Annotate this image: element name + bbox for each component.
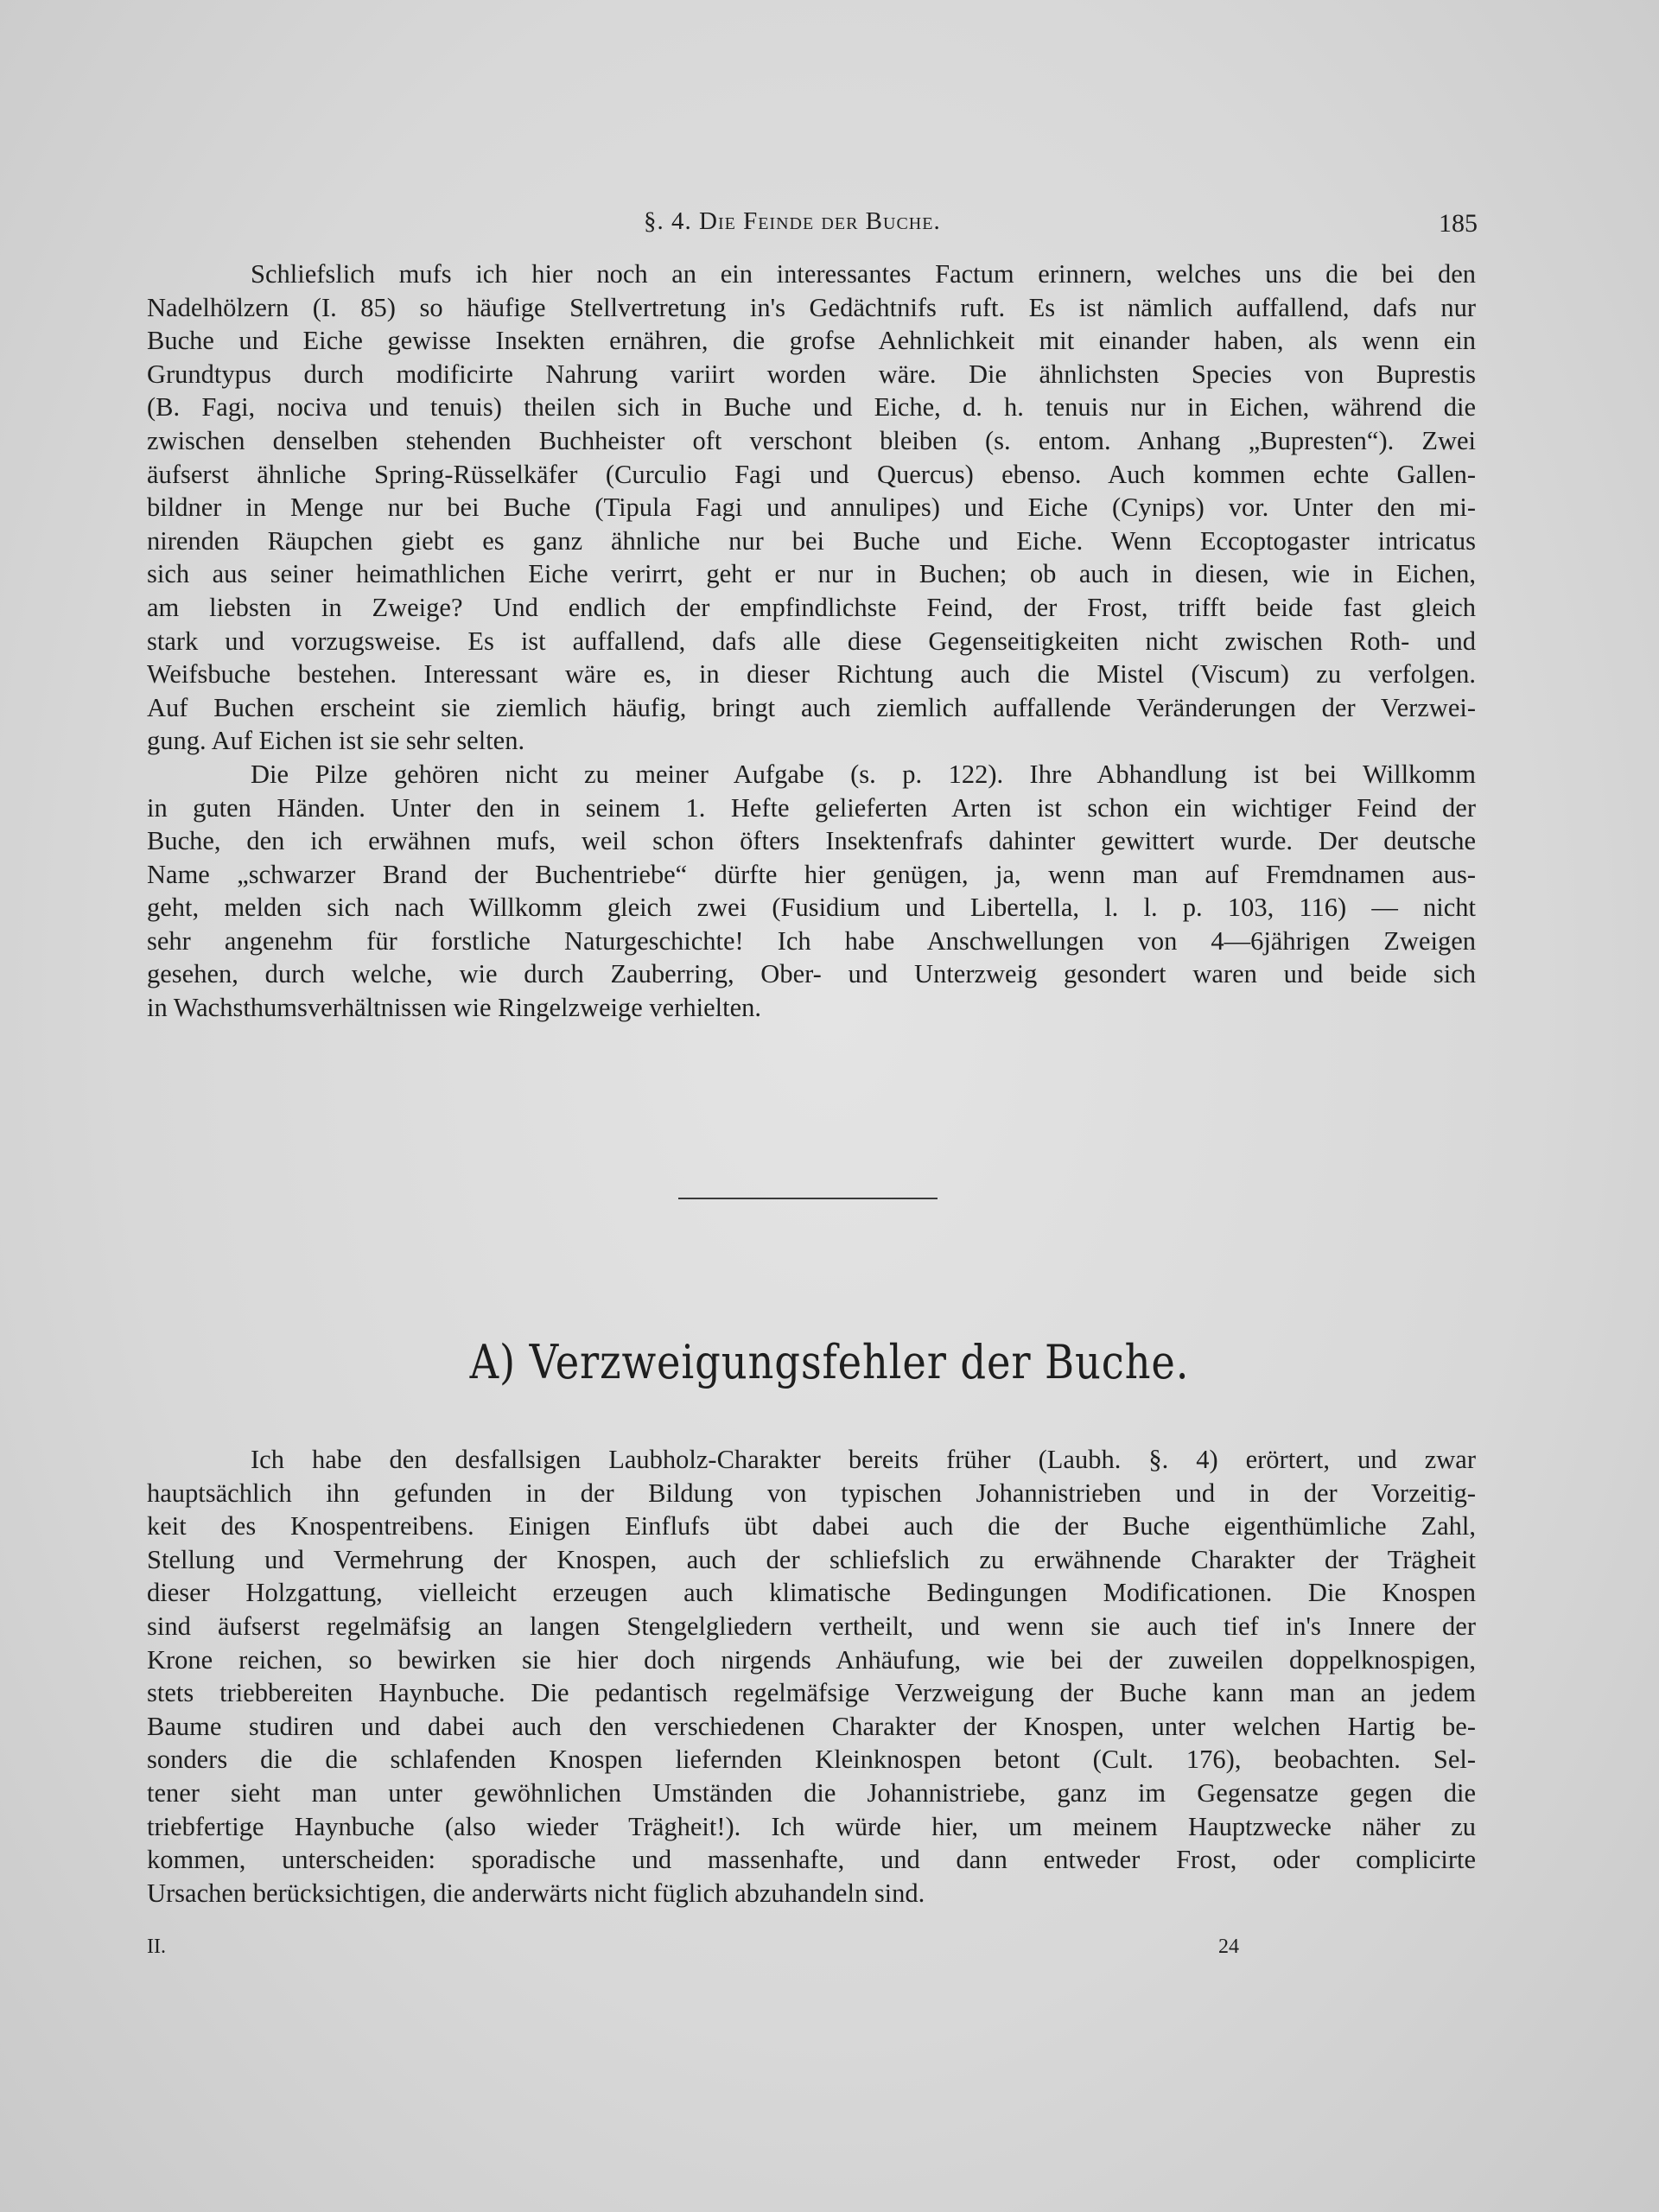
- text-line: Schliefslich mufs ich hier noch an ein interessantes Factum erinnern, welches uns die bei den: [251, 259, 1476, 289]
- text-line: sonders die die schlafenden Knospen liefernden Kleinknospen betont (Cult. 176), beobachten. Sel-: [147, 1745, 1476, 1775]
- text-line: gesehen, durch welche, wie durch Zauberring, Ober- und Unterzweig gesondert waren und beide sich: [147, 959, 1476, 989]
- text-line: Buche, den ich erwähnen mufs, weil schon öfters Insektenfrafs dahinter gewittert wurde. Der deutsche: [147, 826, 1476, 856]
- text-line: zwischen denselben stehenden Buchheister oft verschont bleiben (s. entom. Anhang „Bupresten“). Zwei: [147, 425, 1476, 455]
- text-line: Stellung und Vermehrung der Knospen, auch der schliefslich zu erwähnende Charakter der Trägheit: [147, 1544, 1476, 1574]
- text-line: in guten Händen. Unter den in seinem 1. Hefte gelieferten Arten ist schon ein wichtiger Feind der: [147, 792, 1476, 823]
- running-title: [644, 207, 941, 236]
- text-line: Grundtypus durch modificirte Nahrung variirt worden wäre. Die ähnlichsten Species von Buprestis: [147, 359, 1476, 389]
- text-line: stark und vorzugsweise. Es ist auffallend, dafs alle diese Gegenseitigkeiten nicht zwischen Roth- und: [147, 626, 1476, 656]
- text-line: Baume studiren und dabei auch den verschiedenen Charakter der Knospen, unter welchen Hartig be-: [147, 1711, 1476, 1741]
- text-line: (B. Fagi, nociva und tenuis) theilen sich in Buche und Eiche, d. h. tenuis nur in Eichen, während die: [147, 392, 1476, 423]
- text-line: sich aus seiner heimathlichen Eiche verirrt, geht er nur in Buchen; ob auch in diesen, wie in Eichen,: [147, 559, 1476, 589]
- text-line: Ich habe den desfallsigen Laubholz-Charakter bereits früher (Laubh. §. 4) erörtert, und zwar: [251, 1445, 1476, 1474]
- text-line: Weifsbuche bestehen. Interessant wäre es, in dieser Richtung auch die Mistel (Viscum) zu verfolgen.: [147, 659, 1476, 690]
- text-line: gung. Auf Eichen ist sie sehr selten.: [147, 726, 525, 756]
- running-head: [147, 207, 1478, 251]
- text-line: Ursachen berücksichtigen, die anderwärts nicht füglich abzuhandeln sind.: [147, 1878, 925, 1908]
- text-block-top: [147, 257, 1476, 1025]
- text-line: dieser Holzgattung, vielleicht erzeugen auch klimatische Bedingungen Modificationen. Die Knospen: [147, 1578, 1476, 1608]
- text-line: Krone reichen, so bewirken sie hier doch nirgends Anhäufung, wie bei der zuweilen doppelknospigen,: [147, 1644, 1476, 1675]
- text-line: Name „schwarzer Brand der Buchentriebe“ dürfte hier genügen, ja, wenn man auf Fremdnamen aus-: [147, 859, 1476, 889]
- text-line: äufserst ähnliche Spring-Rüsselkäfer (Curculio Fagi und Quercus) ebenso. Auch kommen echte Gallen-: [147, 459, 1476, 489]
- text-line: bildner in Menge nur bei Buche (Tipula Fagi und annulipes) und Eiche (Cynips) vor. Unter den mi-: [147, 493, 1476, 523]
- section-number: §. 4.: [644, 207, 692, 235]
- text-line: sind äufserst regelmäfsig an langen Stengelgliedern vertheilt, und wenn sie auch tief in's Innere der: [147, 1611, 1476, 1641]
- text-line: tener sieht man unter gewöhnlichen Umständen die Johannistriebe, ganz im Gegensatze gegen die: [147, 1777, 1476, 1808]
- text-line: geht, melden sich nach Willkomm gleich zwei (Fusidium und Libertella, l. l. p. 103, 116) — nicht: [147, 893, 1476, 923]
- text-block-bottom: [147, 1443, 1476, 1910]
- sheet-folio: 24: [1218, 1936, 1239, 1958]
- text-line: stets triebbereiten Haynbuche. Die pedantisch regelmäfsige Verzweigung der Buche kann man an jedem: [147, 1678, 1476, 1708]
- text-line: kommen, unterscheiden: sporadische und massenhafte, und dann entweder Frost, oder complicirte: [147, 1845, 1476, 1875]
- text-line: keit des Knospentreibens. Einigen Einflufs übt dabei auch die der Buche eigenthümliche Zahl,: [147, 1511, 1476, 1541]
- text-line: sehr angenehm für forstliche Naturgeschichte! Ich habe Anschwellungen von 4—6jährigen Zweigen: [147, 925, 1476, 956]
- text-line: Auf Buchen erscheint sie ziemlich häufig, bringt auch ziemlich auffallende Veränderungen der Verzwei-: [147, 692, 1476, 722]
- text-line: triebfertige Haynbuche (also wieder Trägheit!). Ich würde hier, um meinem Hauptzwecke näher zu: [147, 1811, 1476, 1841]
- text-line: am liebsten in Zweige? Und endlich der empfindlichste Feind, der Frost, trifft beide fast gleich: [147, 592, 1476, 622]
- text-line: nirenden Räupchen giebt es ganz ähnliche nur bei Buche und Eiche. Wenn Eccoptogaster intricatus: [147, 525, 1476, 556]
- text-line: Buche und Eiche gewisse Insekten ernähren, die grofse Aehnlichkeit mit einander haben, als wenn ein: [147, 326, 1476, 356]
- text-line: hauptsächlich ihn gefunden in der Bildung von typischen Johannistrieben und in der Vorzeitig-: [147, 1478, 1476, 1508]
- chapter-title: Die Feinde der Buche.: [699, 207, 941, 235]
- page-number: 185: [1439, 209, 1478, 238]
- section-divider: [678, 1198, 938, 1199]
- text-line: Nadelhölzern (I. 85) so häufige Stellvertretung in's Gedächtnifs ruft. Es ist nämlich auffallend, dafs nur: [147, 292, 1476, 322]
- page-footer: [147, 1936, 1478, 1970]
- text-line: Die Pilze gehören nicht zu meiner Aufgabe (s. p. 122). Ihre Abhandlung ist bei Willkomm: [251, 759, 1476, 789]
- section-heading: A) Verzweigungsfehler der Buche.: [469, 1335, 1190, 1389]
- signature-mark: II.: [147, 1936, 166, 1958]
- text-line: in Wachsthumsverhältnissen wie Ringelzweige verhielten.: [147, 993, 762, 1023]
